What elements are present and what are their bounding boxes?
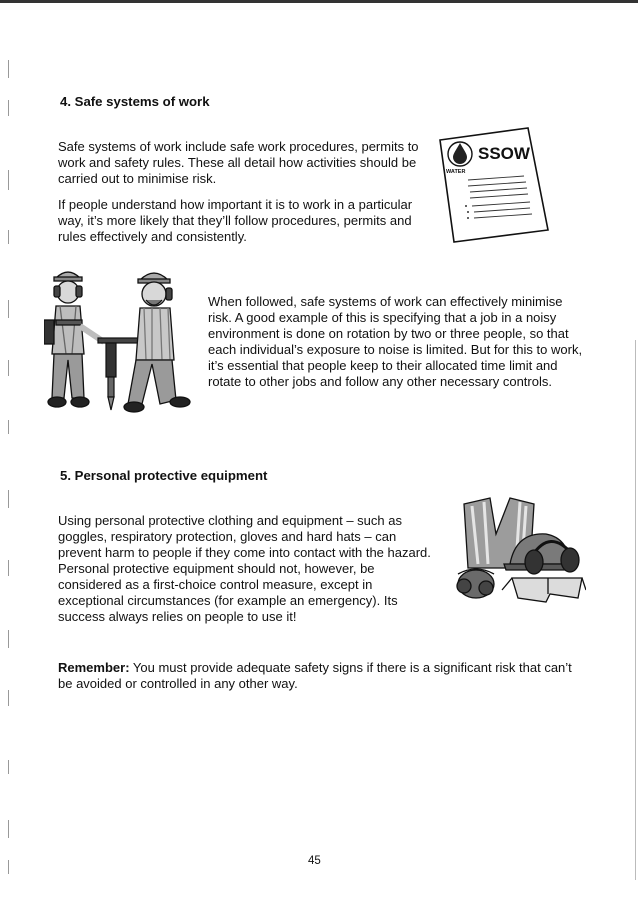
section-4-paragraph-3: When followed, safe systems of work can effectively minimise risk. A good example of this is specifying that a job in a noisy environment is done on rotation by two or three people, so that each individual’s exposure to noise is limited. But for this to work, it’s essential that people keep to their allocated time limit and rotate to other jobs and follow any other necessary controls. [208, 294, 583, 389]
page-number: 45 [308, 855, 321, 867]
right-margin-line [635, 340, 636, 880]
section-4-paragraph-2: If people understand how important it is to work in a particular way, it’s more likely that they’ll follow procedures, permits and rules effectively and consistently. [58, 197, 413, 244]
ssow-logo-text: WATER [446, 169, 466, 175]
ssow-title: SSOW [478, 144, 530, 163]
safety-goggles-icon [502, 578, 586, 602]
section-5-paragraph: Using personal protective clothing and equipment – such as goggles, respiratory protection, gloves and hard hats – can prevent harm to people if they come into contact with the hazard. Personal protective equipment should not, however, be considered as a first-choice control measure, except in exceptional circumstances (for example an emergency). Its success always relies on people to use it! [58, 513, 431, 624]
ssow-document-illustration [432, 126, 550, 244]
worker-with-ear-defenders-icon [44, 272, 104, 407]
ppe-illustration [450, 494, 586, 610]
binding-marks [6, 20, 12, 880]
section-4-heading: 4. Safe systems of work [60, 94, 210, 109]
water-drop-icon [448, 142, 472, 166]
section-5-heading: 5. Personal protective equipment [60, 468, 268, 483]
remember-label: Remember: [58, 660, 130, 675]
top-rule [0, 0, 638, 3]
workers-illustration [44, 264, 204, 416]
remember-text: You must provide adequate safety signs if there is a significant risk that can’t be avoided or controlled in any other way. [58, 660, 572, 691]
respirator-icon [457, 569, 494, 598]
remember-note [58, 660, 578, 692]
section-4-paragraph-1: Safe systems of work include safe work procedures, permits to work and safety rules. These all detail how activities should be carried out to minimise risk. [58, 139, 419, 186]
